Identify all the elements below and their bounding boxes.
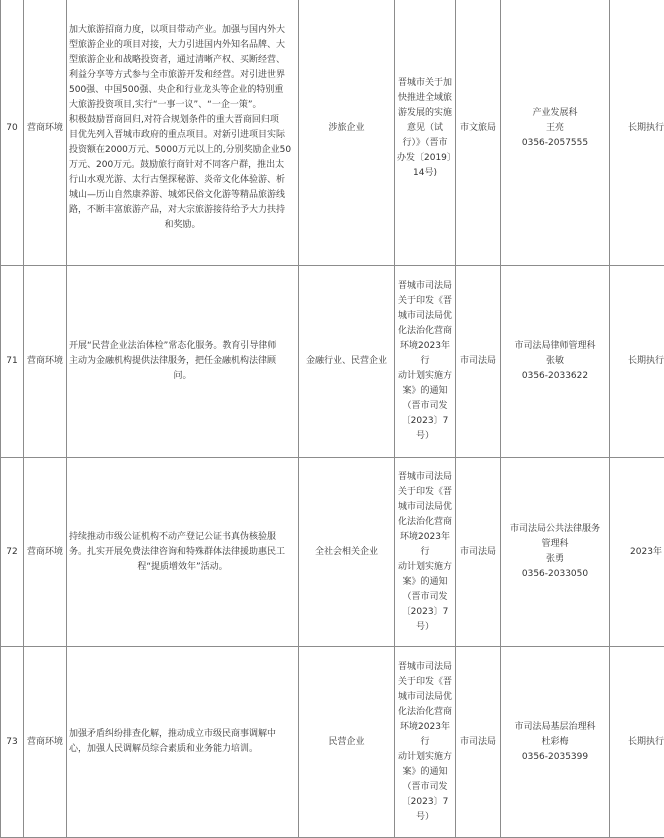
doc-line: 案》的通知: [397, 575, 453, 590]
content-line: 城山—历山自然康养游、城郊民俗文化游等精品旅游线: [69, 188, 296, 203]
doc-line: 行）》（晋市: [397, 136, 453, 151]
content-line: 问。: [69, 369, 296, 384]
content-line: 利益分享等方式参与全市旅游开发和经营。对引进世界: [69, 68, 296, 83]
content-line: 持续推动市级公证机构不动产登记公证书真伪核验服: [69, 530, 296, 545]
policy-document-cell: [395, 458, 456, 647]
doc-line: 〔2023〕7: [397, 795, 453, 810]
period-cell: 长期执行: [610, 266, 664, 458]
doc-line: 化法治化营商: [397, 515, 453, 530]
doc-line: 动计划实施方: [397, 750, 453, 765]
contact-line: 产业发展科: [503, 106, 607, 121]
policy-content-cell: [67, 458, 299, 647]
content-line: 加强矛盾纠纷排查化解，推动成立市级民商事调解中: [69, 727, 296, 742]
policy-document-cell: [395, 0, 456, 266]
table-row: [1, 647, 664, 838]
department-cell: 市文旅局: [456, 0, 501, 266]
contact-cell: [501, 458, 610, 647]
contact-line: 市司法局律师管理科: [503, 339, 607, 354]
contact-line: 0356-2057555: [503, 136, 607, 151]
doc-line: 〔2023〕7: [397, 414, 453, 429]
policy-content-cell: [67, 266, 299, 458]
period-cell: 长期执行: [610, 647, 664, 838]
content-line: 500强、中国500强、央企和行业龙头等企业的特别重: [69, 83, 296, 98]
content-line: 大旅游投资项目,实行“一事一议”、“一企一策”。: [69, 98, 296, 113]
doc-line: 晋城市关于加: [397, 76, 453, 91]
doc-line: 关于印发《晋: [397, 675, 453, 690]
doc-line: 〔2023〕7: [397, 605, 453, 620]
contact-line: 市司法局基层治理科: [503, 720, 607, 735]
content-line: 积极鼓励晋商回归,对符合规划条件的重大晋商回归项: [69, 113, 296, 128]
department-cell: 市司法局: [456, 266, 501, 458]
table-row: [1, 458, 664, 647]
doc-line: 城市司法局优: [397, 500, 453, 515]
table-row: [1, 0, 664, 266]
content-line: 目优先列入晋城市政府的重点项目。对新引进项目实际: [69, 128, 296, 143]
department-cell: 市司法局: [456, 647, 501, 838]
contact-line: 市司法局公共法律服务: [503, 522, 607, 537]
doc-line: 晋城市司法局: [397, 660, 453, 675]
content-line: 加大旅游招商力度，以项目带动产业。加强与国内外大: [69, 23, 296, 38]
doc-line: 关于印发《晋: [397, 485, 453, 500]
doc-line: 晋城市司法局: [397, 279, 453, 294]
category-cell: 营商环境: [24, 0, 67, 266]
doc-line: 意见（试: [397, 121, 453, 136]
contact-line: 管理科: [503, 537, 607, 552]
policy-content-cell: [67, 0, 299, 266]
doc-line: （晋市司发: [397, 590, 453, 605]
content-line: 路，不断丰富旅游产品，对大宗旅游接待给予大力扶持: [69, 203, 296, 218]
doc-line: 城市司法局优: [397, 690, 453, 705]
content-line: 心，加强人民调解员综合素质和业务能力培训。: [69, 742, 296, 757]
content-line: 型旅游企业的项目对接，大力引进国内外知名品牌、大: [69, 38, 296, 53]
doc-line: 城市司法局优: [397, 309, 453, 324]
doc-line: 动计划实施方: [397, 560, 453, 575]
row-number: 73: [1, 647, 24, 838]
doc-line: 化法治化营商: [397, 324, 453, 339]
target-cell: 金融行业、民营企业: [299, 266, 395, 458]
doc-line: 游发展的实施: [397, 106, 453, 121]
doc-line: 环境2023年行: [397, 530, 453, 560]
content-line: 和奖励。: [69, 218, 296, 233]
doc-line: 号）: [397, 429, 453, 444]
row-number: 72: [1, 458, 24, 647]
contact-line: 0356-2035399: [503, 750, 607, 765]
content-line: 行山水观光游、太行古堡探秘游、炎帝文化体验游、析: [69, 173, 296, 188]
contact-cell: [501, 0, 610, 266]
row-number: 71: [1, 266, 24, 458]
period-cell: 2023年: [610, 458, 664, 647]
doc-line: （晋市司发: [397, 399, 453, 414]
doc-line: 14号): [397, 166, 453, 181]
doc-line: 号）: [397, 620, 453, 635]
table-row: [1, 266, 664, 458]
target-cell: 全社会相关企业: [299, 458, 395, 647]
doc-line: 晋城市司法局: [397, 470, 453, 485]
doc-line: 案》的通知: [397, 765, 453, 780]
contact-line: 0356-2033050: [503, 567, 607, 582]
policy-document-cell: [395, 266, 456, 458]
content-line: 型旅游企业和战略投资者，通过清晰产权、买断经营、: [69, 53, 296, 68]
doc-line: （晋市司发: [397, 780, 453, 795]
row-number: 70: [1, 0, 24, 266]
doc-line: 号）: [397, 810, 453, 825]
contact-line: 杜彩梅: [503, 735, 607, 750]
doc-line: 案》的通知: [397, 384, 453, 399]
contact-cell: [501, 647, 610, 838]
contact-cell: [501, 266, 610, 458]
content-line: 投资额在2000万元、5000万元以上的,分别奖励企业50: [69, 143, 296, 158]
period-cell: 长期执行: [610, 0, 664, 266]
contact-line: 张敏: [503, 354, 607, 369]
doc-line: 环境2023年行: [397, 339, 453, 369]
doc-line: 动计划实施方: [397, 369, 453, 384]
content-line: 主动为金融机构提供法律服务，把任金融机构法律顾: [69, 354, 296, 369]
content-line: 务。扎实开展免费法律咨询和特殊群体法律援助惠民工: [69, 545, 296, 560]
doc-line: 快推进全域旅: [397, 91, 453, 106]
target-cell: 涉旅企业: [299, 0, 395, 266]
target-cell: 民营企业: [299, 647, 395, 838]
contact-line: 张勇: [503, 552, 607, 567]
doc-line: 环境2023年行: [397, 720, 453, 750]
contact-line: 0356-2033622: [503, 369, 607, 384]
policy-document-cell: [395, 647, 456, 838]
doc-line: 关于印发《晋: [397, 294, 453, 309]
contact-line: 王亮: [503, 121, 607, 136]
doc-line: 化法治化营商: [397, 705, 453, 720]
category-cell: 营商环境: [24, 266, 67, 458]
content-line: 程“提质增效年”活动。: [69, 560, 296, 575]
content-line: 开展“民营企业法治体检”常态化服务。教育引导律师: [69, 339, 296, 354]
category-cell: 营商环境: [24, 458, 67, 647]
category-cell: 营商环境: [24, 647, 67, 838]
policy-content-cell: [67, 647, 299, 838]
content-line: 万元、200万元。鼓励旅行商针对不同客户群，推出太: [69, 158, 296, 173]
doc-line: 办发〔2019〕: [397, 151, 453, 166]
department-cell: 市司法局: [456, 458, 501, 647]
